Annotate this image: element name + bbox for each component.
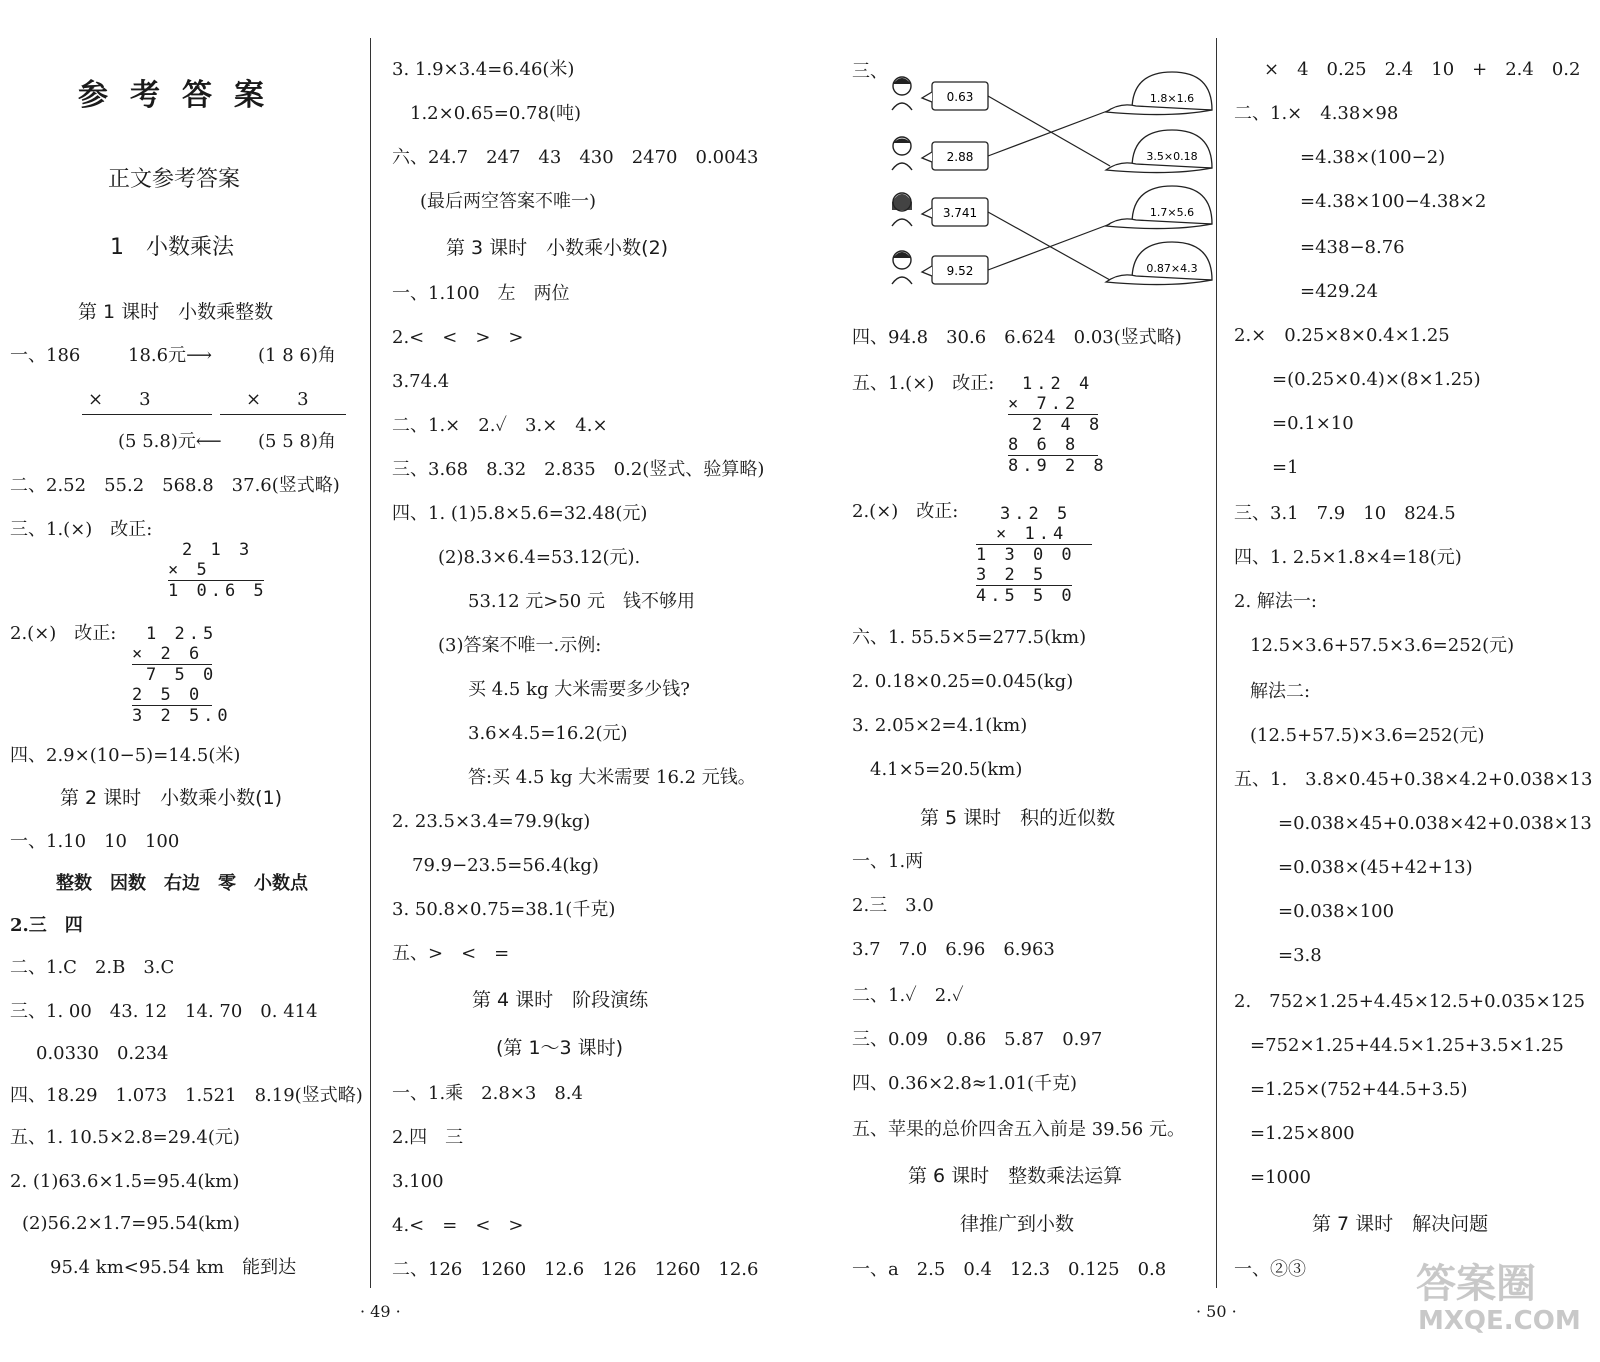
bubble-value: 9.52 [946, 264, 974, 278]
answer-line: 三、1. 00 43. 12 14. 70 0. 414 [10, 1001, 318, 1022]
answer-line: 四、1. 2.5×1.8×4=18(元) [1234, 547, 1462, 568]
child-figure [892, 137, 912, 170]
answer-line: 四、18.29 1.073 1.521 8.19(竖式略) [10, 1085, 363, 1106]
answer-line: × 4 0.25 2.4 10 + 2.4 0.2 [1264, 59, 1581, 80]
match-line [988, 212, 1110, 280]
speech-bubble [922, 198, 988, 226]
hat-expression: 1.8×1.6 [1149, 92, 1195, 105]
lesson-heading: 第 6 课时 整数乘法运算 [908, 1165, 1123, 1187]
answer-line: 三、3.68 8.32 2.835 0.2(竖式、验算略) [392, 459, 765, 480]
lesson-heading: 第 7 课时 解决问题 [1312, 1213, 1489, 1235]
answer-line: 3. 50.8×0.75=38.1(千克) [392, 899, 616, 920]
unit-heading: 1 小数乘法 [110, 235, 234, 260]
answer-line: 三、 [852, 61, 888, 82]
answer-line: (5 5.8)元⟵ [118, 431, 222, 452]
answer-line: =(0.25×0.4)×(8×1.25) [1272, 369, 1481, 390]
calc-row: 1 3 0 0 [976, 545, 1076, 565]
bubble-value: 3.741 [942, 206, 978, 220]
answer-line: 2. 解法一: [1234, 591, 1317, 612]
multiply-rule [82, 414, 212, 415]
answer-line: 4.< = < > [392, 1215, 524, 1236]
answer-line: 3.7 7.0 6.96 6.963 [852, 939, 1055, 960]
answer-line: 2.(×) 改正: [852, 501, 959, 522]
answer-line: 整数 因数 右边 零 小数点 [56, 873, 308, 894]
lesson-subheading: (第 1～3 课时) [496, 1037, 624, 1059]
answer-line: 四、94.8 30.6 6.624 0.03(竖式略) [852, 327, 1182, 348]
answer-line: =4.38×(100−2) [1300, 147, 1446, 168]
answer-line: 2. 752×1.25+4.45×12.5+0.035×125 [1234, 991, 1586, 1012]
answer-line: (5 5 8)角 [258, 431, 336, 452]
page-number: · 50 · [1196, 1302, 1237, 1321]
answer-line: 二、126 1260 12.6 126 1260 12.6 [392, 1259, 759, 1280]
answer-line: 53.12 元>50 元 钱不够用 [468, 591, 695, 612]
answer-line: 二、1.× 4.38×98 [1234, 103, 1399, 124]
bubble-value: 2.88 [946, 150, 974, 164]
answer-line: 18.6元⟶ [128, 345, 212, 366]
watermark-url: MXQE.COM [1418, 1306, 1581, 1336]
calc-row: 8 6 8 [1008, 435, 1108, 456]
hat-expression: 3.5×0.18 [1146, 150, 1198, 163]
calc-row: 2 5 0 [132, 685, 232, 706]
child-figure [892, 77, 912, 110]
answer-line: 三、1.(×) 改正: [10, 519, 153, 540]
hat-expression: 0.87×4.3 [1146, 262, 1198, 275]
answer-line: 12.5×3.6+57.5×3.6=252(元) [1250, 635, 1515, 656]
answer-line: 六、24.7 247 43 430 2470 0.0043 [392, 147, 759, 168]
answer-line: 二、1.× 2.✓ 3.× 4.× [392, 415, 608, 436]
answer-line: 三、3.1 7.9 10 824.5 [1234, 503, 1456, 524]
column-4 [1226, 0, 1598, 1310]
answer-line: 一、②③ [1234, 1259, 1306, 1280]
answer-line: 一、1.100 左 两位 [392, 283, 570, 304]
answer-line: 一、1.乘 2.8×3 8.4 [392, 1083, 583, 1104]
answer-line: × 3 [246, 389, 309, 410]
calc-row: 2 1 3 [182, 540, 254, 560]
answer-line: =1.25×(752+44.5+3.5) [1250, 1079, 1468, 1100]
answer-line: (1 8 6)角 [258, 345, 336, 366]
calc-row: 1.2 4 [1022, 374, 1094, 394]
answer-line: =1000 [1250, 1167, 1311, 1188]
answer-line: 2.× 0.25×8×0.4×1.25 [1234, 325, 1450, 346]
lesson-heading: 第 2 课时 小数乘小数(1) [60, 787, 283, 809]
answer-line: (2)8.3×6.4=53.12(元). [438, 547, 641, 568]
hat-shape [1106, 72, 1212, 115]
answer-line: 1.2×0.65=0.78(吨) [410, 103, 581, 124]
answer-line: 二、1.✓ 2.✓ [852, 985, 964, 1006]
answer-line: 一、186 [10, 345, 81, 366]
answer-line: =429.24 [1300, 281, 1379, 302]
answer-line: =0.038×(45+42+13) [1278, 857, 1473, 878]
answer-line: 三、0.09 0.86 5.87 0.97 [852, 1029, 1103, 1050]
match-line [988, 96, 1110, 166]
page-title: 参考答案 [78, 78, 286, 113]
answer-line: 一、1.两 [852, 851, 924, 872]
speech-bubble [922, 142, 988, 170]
vertical-calculation [132, 624, 232, 726]
answer-line: 3.100 [392, 1171, 444, 1192]
section-subtitle: 正文参考答案 [108, 167, 241, 192]
child-figure [892, 193, 912, 226]
watermark-logo: 答案圈 [1416, 1261, 1536, 1307]
calc-row: 3 2 5.0 [132, 706, 232, 726]
answer-line: 答:买 4.5 kg 大米需要 16.2 元钱。 [468, 767, 756, 788]
answer-line: 2.三 3.0 [852, 895, 934, 916]
answer-line: 2.三 四 [10, 915, 83, 936]
calc-row: 1 2.5 [146, 624, 218, 644]
answer-line: 一、1.10 10 100 [10, 831, 180, 852]
answer-line: 五、1.(×) 改正: [852, 373, 995, 394]
lesson-heading: 第 4 课时 阶段演练 [472, 989, 649, 1011]
answer-line: 一、a 2.5 0.4 12.3 0.125 0.8 [852, 1259, 1167, 1280]
answer-line: =3.8 [1278, 945, 1322, 966]
hat-expression: 1.7×5.6 [1149, 206, 1195, 219]
speech-bubble [922, 82, 988, 110]
vertical-calculation [976, 504, 1092, 606]
calc-row: 7 5 0 [146, 665, 218, 685]
answer-line: 2. 0.18×0.25=0.045(kg) [852, 671, 1074, 692]
calc-row: 1 0.6 5 [168, 581, 268, 601]
multiply-rule [220, 414, 346, 415]
answer-line: 四、2.9×(10−5)=14.5(米) [10, 745, 241, 766]
calc-row: 3 2 5 [976, 565, 1092, 586]
answer-line: (最后两空答案不唯一) [420, 191, 597, 212]
column-divider [1216, 38, 1217, 1288]
answer-line: =0.1×10 [1272, 413, 1354, 434]
answer-line: 79.9−23.5=56.4(kg) [412, 855, 599, 876]
calc-row: × 5 [168, 560, 268, 581]
vertical-calculation [1008, 374, 1108, 476]
hat-shape [1106, 242, 1212, 285]
answer-line: 五、苹果的总价四舍五入前是 39.56 元。 [852, 1119, 1185, 1140]
answer-line: 3.6×4.5=16.2(元) [468, 723, 628, 744]
answer-line: 3.74.4 [392, 371, 450, 392]
answer-line: 3. 1.9×3.4=6.46(米) [392, 59, 575, 80]
page-number: · 49 · [360, 1302, 401, 1321]
calc-row: × 2 6 [132, 644, 232, 665]
calc-row: × 1.4 [976, 524, 1092, 545]
answer-line: 4.1×5=20.5(km) [870, 759, 1023, 780]
answer-line: =4.38×100−4.38×2 [1300, 191, 1487, 212]
answer-line: (2)56.2×1.7=95.54(km) [22, 1213, 240, 1234]
answer-line: (12.5+57.5)×3.6=252(元) [1250, 725, 1485, 746]
answer-line: 六、1. 55.5×5=277.5(km) [852, 627, 1087, 648]
match-line [988, 110, 1110, 156]
calc-row: 8.9 2 8 [1008, 456, 1108, 476]
calc-row: 2 4 8 [1032, 415, 1104, 435]
vertical-calculation [168, 540, 268, 601]
calc-row: × 7.2 [1008, 394, 1108, 415]
answer-line: =1.25×800 [1250, 1123, 1355, 1144]
answer-line: 买 4.5 kg 大米需要多少钱? [468, 679, 690, 700]
column-3 [840, 0, 1220, 1310]
answer-line: 2. (1)63.6×1.5=95.4(km) [10, 1171, 240, 1192]
answer-line: =0.038×100 [1278, 901, 1395, 922]
match-line [988, 224, 1110, 270]
answer-line: 2.< < > > [392, 327, 524, 348]
answer-line: 二、1.C 2.B 3.C [10, 957, 175, 978]
matching-diagram [880, 58, 1230, 298]
answer-line: 2.四 三 [392, 1127, 464, 1148]
calc-row: 3.2 5 [1000, 504, 1072, 524]
answer-line: 五、> < = [392, 943, 510, 964]
answer-line: 0.0330 0.234 [36, 1043, 169, 1064]
answer-line: 2. 23.5×3.4=79.9(kg) [392, 811, 591, 832]
hat-shape [1106, 186, 1212, 229]
lesson-heading: 第 5 课时 积的近似数 [920, 807, 1116, 829]
bubble-value: 0.63 [946, 90, 974, 104]
answer-line: 五、1. 3.8×0.45+0.38×4.2+0.038×13 [1234, 769, 1593, 790]
answer-line: =752×1.25+44.5×1.25+3.5×1.25 [1250, 1035, 1564, 1056]
answer-line: 五、1. 10.5×2.8=29.4(元) [10, 1127, 240, 1148]
answer-line: 二、2.52 55.2 568.8 37.6(竖式略) [10, 475, 340, 496]
column-1 [0, 0, 363, 1310]
answer-line: × 3 [88, 389, 151, 410]
answer-line: 3. 2.05×2=4.1(km) [852, 715, 1028, 736]
answer-line: =438−8.76 [1300, 237, 1405, 258]
calc-row: 4.5 5 0 [976, 586, 1076, 606]
answer-line: =0.038×45+0.038×42+0.038×13 [1278, 813, 1592, 834]
column-2 [380, 0, 780, 1310]
answer-line: 四、0.36×2.8≈1.01(千克) [852, 1073, 1077, 1094]
speech-bubble [922, 256, 988, 284]
answer-line: =1 [1272, 457, 1299, 478]
answer-line: (3)答案不唯一.示例: [438, 635, 602, 656]
answer-line: 2.(×) 改正: [10, 623, 117, 644]
column-divider [370, 38, 371, 1288]
answer-line: 解法二: [1250, 681, 1311, 702]
answer-line: 95.4 km<95.54 km 能到达 [50, 1257, 297, 1278]
lesson-heading: 第 1 课时 小数乘整数 [78, 301, 274, 323]
answer-line: 四、1. (1)5.8×5.6=32.48(元) [392, 503, 648, 524]
hat-shape [1106, 130, 1212, 173]
child-figure [892, 251, 912, 284]
lesson-heading: 第 3 课时 小数乘小数(2) [446, 237, 669, 259]
lesson-heading: 律推广到小数 [960, 1213, 1075, 1235]
